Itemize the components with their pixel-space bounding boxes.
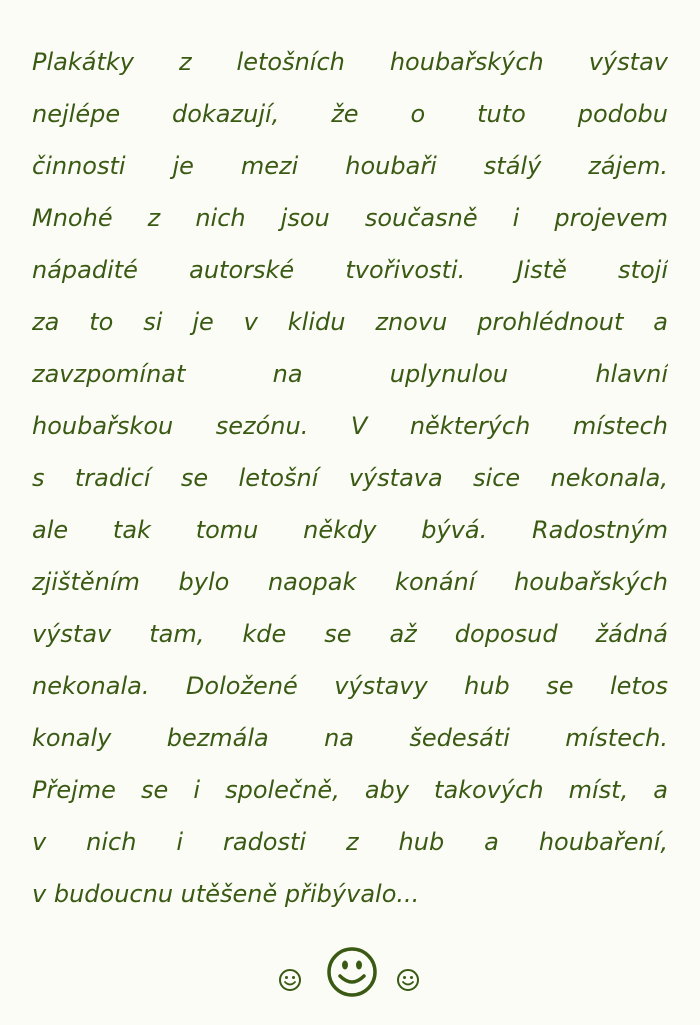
text-line: houbařskou sezónu. V některých místech — [32, 412, 668, 440]
text-line: Přejme se i společně, aby takových míst, a — [32, 776, 668, 804]
text-line: za to si je v klidu znovu prohlédnout a — [32, 308, 668, 336]
small-smiley-icon — [278, 968, 302, 992]
text-line: výstav tam, kde se až doposud žádná — [32, 620, 668, 648]
text-line: nekonala. Doložené výstavy hub se letos — [32, 672, 668, 700]
big-smiley-icon — [326, 946, 378, 998]
paragraph — [32, 40, 668, 924]
text-line: nápadité autorské tvořivosti. Jistě stojí — [32, 256, 668, 284]
text-line: ale tak tomu někdy bývá. Radostným — [32, 516, 668, 544]
text-line: nejlépe dokazují, že o tuto podobu — [32, 100, 668, 128]
text-line: konaly bezmála na šedesáti místech. — [32, 724, 668, 752]
small-smiley-icon — [396, 968, 420, 992]
text-line: Plakátky z letošních houbařských výstav — [32, 48, 668, 76]
smiley-row — [0, 938, 700, 998]
text-line: činnosti je mezi houbaři stálý zájem. — [32, 152, 668, 180]
text-line: zavzpomínat na uplynulou hlavní — [32, 360, 668, 388]
text-line: Mnohé z nich jsou současně i projevem — [32, 204, 668, 232]
text-line: zjištěním bylo naopak konání houbařských — [32, 568, 668, 596]
text-line: v nich i radosti z hub a houbaření, — [32, 828, 668, 856]
text-line: s tradicí se letošní výstava sice nekonala, — [32, 464, 668, 492]
text-line-last: v budoucnu utěšeně přibývalo... — [32, 880, 420, 908]
